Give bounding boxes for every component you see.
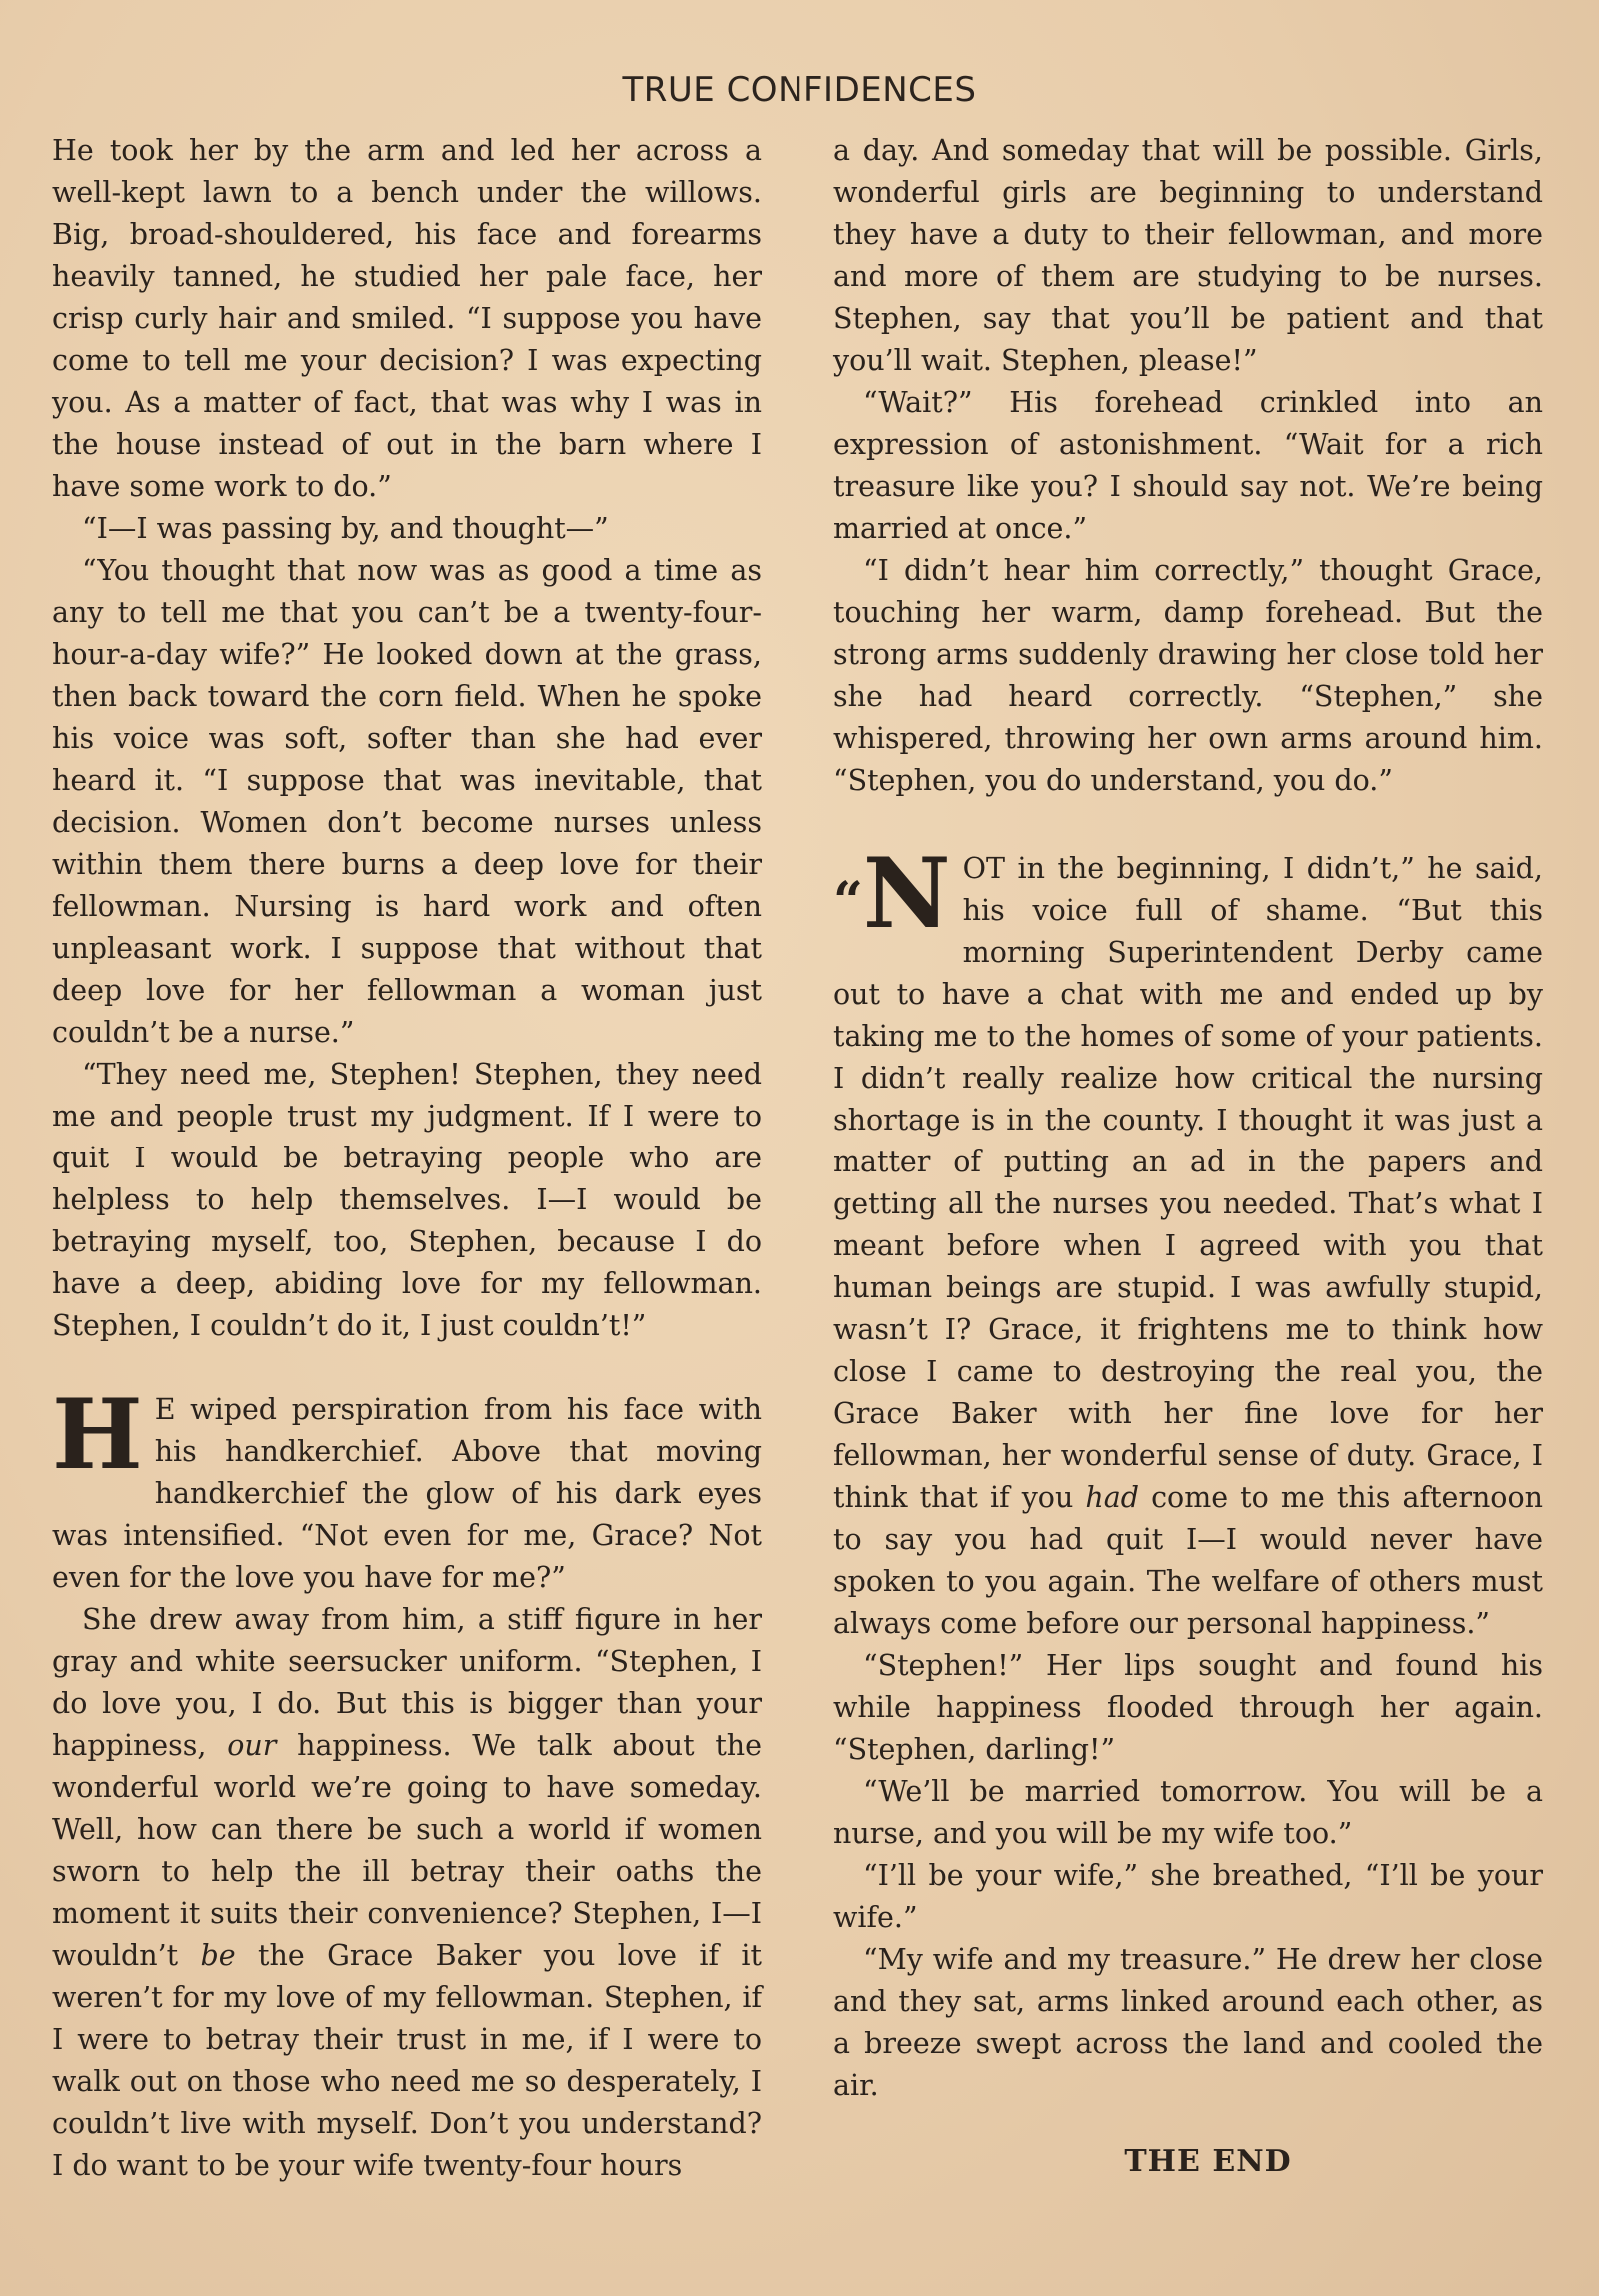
drop-cap: H xyxy=(52,1378,143,1491)
paragraph: “My wife and my treasure.” He drew her close and they sat, arms linked around each other, as a breeze swept across the land and cooled the air. xyxy=(833,1943,1543,2102)
paragraph: a day. And someday that will be possible. Girls, wonderful girls are beginning to understand they have a duty to their fellowman, and more and more of them are studying to be nurses. Stephen, say that you’ll be patient and that you’ll wait. Stephen, please!” xyxy=(833,134,1543,377)
page-header: TRUE CONFIDENCES xyxy=(622,70,977,110)
drop-cap xyxy=(833,837,951,950)
section-start xyxy=(833,837,1543,1645)
emphasis: be xyxy=(200,1939,236,1972)
text-run: She drew away from him, a stiff figure in her gray and white seersucker uniform. “Stephen, I do love you, I do. But this is bigger than your happiness, xyxy=(52,1603,762,1762)
paragraph xyxy=(52,1599,762,2187)
paragraph: “Wait?” His forehead crinkled into an expression of astonishment. “Wait for a rich treasure like you? I should say not. We’re being married at once.” xyxy=(833,386,1543,545)
section-start xyxy=(52,1378,762,1599)
paragraph xyxy=(833,848,1543,1645)
the-end-label: THE END xyxy=(1124,2144,1292,2179)
paragraph: “They need me, Stephen! Stephen, they need me and people trust my judgment. If I were to quit I would be betraying people who are helpless to help themselves. I—I would be betraying myself, too, Stephen, because I do have a deep, abiding love for my fellowman. Stephen, I couldn’t do it, I just couldn’t!” xyxy=(52,1058,762,1342)
paragraph: “I—I was passing by, and thought—” xyxy=(82,512,609,545)
text-run: come to me this afternoon to say you had quit I—I would never have spoken to you again. The welfare of others must always come before our personal happiness.” xyxy=(833,1481,1543,1640)
text-run: the Grace Baker you love if it weren’t for my love of my fellowman. Stephen, if I were to betray their trust in me, if I were to walk out on those who need me so desperately, I couldn’t live with myself. Don’t you understand? I do want to be your wife twenty-four hours xyxy=(52,1939,762,2182)
paragraph: “We’ll be married tomorrow. You will be a nurse, and you will be my wife too.” xyxy=(833,1775,1543,1850)
text-run: happiness. We talk about the wonderful world we’re going to have someday. Well, how can there be such a world if women sworn to help the ill betray their oaths the moment it suits their convenience? Stephen, I—I wouldn’t xyxy=(52,1729,762,1972)
emphasis: our xyxy=(227,1729,277,1762)
paragraph: He took her by the arm and led her across a well-kept lawn to a bench under the willows. Big, broad-shouldered, his face and forearms heavily tanned, he studied her pale face, her crisp curly hair and smiled. “I suppose you have come to tell me your decision? I was expecting you. As a matter of fact, that was why I was in the house instead of out in the barn where I have some work to do.” xyxy=(52,134,762,503)
paragraph: E wiped perspiration from his face with his handkerchief. Above that moving handkerchief the glow of his dark eyes was intensified. “Not even for me, Grace? Not even for the love you have for me?” xyxy=(52,1393,762,1594)
paragraph: “Stephen!” Her lips sought and found his while happiness flooded through her again. “Stephen, darling!” xyxy=(833,1649,1543,1766)
text-run: OT in the beginning, I didn’t,” he said, his voice full of shame. “But this morning Superintendent Derby came out to have a chat with me and ended up by taking me to the homes of some of your patients. I didn’t really realize how critical the nursing shortage is in the county. I thought it was just a matter of putting an ad in the papers and getting all the nurses you needed. That’s what I meant before when I agreed with you that human beings are stupid. I was awfully stupid, wasn’t I? Grace, it frightens me to think how close I came to destroying the real you, the Grace Baker with her fine love for her fellowman, her wonderful sense of duty. Grace, I think that if you xyxy=(833,852,1543,1514)
drop-cap-letter: N xyxy=(862,837,951,950)
paragraph: “I didn’t hear him correctly,” thought Grace, touching her warm, damp forehead. But the strong arms suddenly drawing her close told her she had heard correctly. “Stephen,” she whispered, throwing her own arms around him. “Stephen, you do understand, you do.” xyxy=(833,554,1543,797)
emphasis: had xyxy=(1085,1481,1139,1514)
open-quote-mark: “ xyxy=(833,871,863,932)
paragraph: “I’ll be your wife,” she breathed, “I’ll be your wife.” xyxy=(833,1859,1543,1934)
right-column xyxy=(833,130,1543,2183)
paragraph: “You thought that now was as good a time as any to tell me that you can’t be a twenty-four-hour-a-day wife?” He looked down at the grass, then back toward the corn field. When he spoke his voice was soft, softer than she had ever heard it. “I suppose that was inevitable, that decision. Women don’t become nurses unless within them there burns a deep love for their fellowman. Nursing is hard work and often unpleasant work. I suppose that without that deep love for her fellowman a woman just couldn’t be a nurse.” xyxy=(52,554,762,1049)
left-column xyxy=(52,130,762,2187)
